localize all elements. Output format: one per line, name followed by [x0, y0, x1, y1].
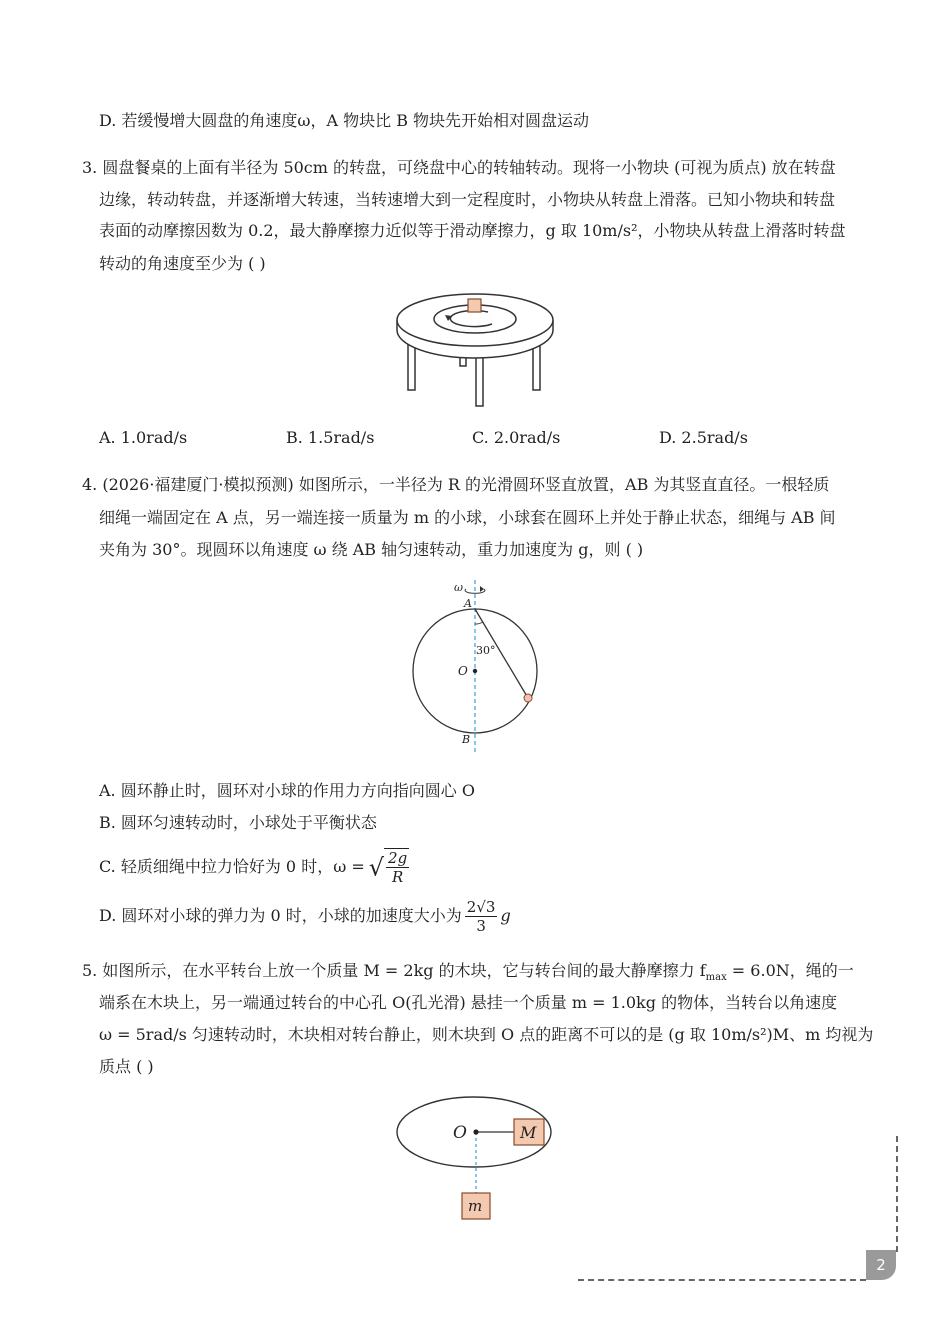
q2-option-d: D. 若缓慢增大圆盘的角速度ω，A 物块比 B 物块先开始相对圆盘运动 — [99, 111, 590, 130]
q5-stem-line-1 — [82, 961, 854, 988]
q4-stem-line-2: 细绳一端固定在 A 点，另一端连接一质量为 m 的小球，小球套在圆环上并处于静止状态，细绳与 AB 间 — [99, 508, 836, 527]
angle-label: 30° — [476, 644, 496, 657]
center-dot — [473, 669, 477, 673]
q4-option-c-text: C. 轻质细绳中拉力恰好为 0 时，ω = — [99, 857, 365, 876]
point-b-label: B — [462, 733, 471, 746]
q4-option-a: A. 圆环静止时，圆环对小球的作用力方向指向圆心 O — [99, 781, 475, 800]
q5-subscript-max: max — [705, 972, 727, 984]
q5-stem-line-1-text: 5. 如图所示，在水平转台上放一个质量 M = 2kg 的木块，它与转台间的最大静摩擦力 f — [82, 961, 706, 980]
center-o-label: O — [453, 1123, 467, 1143]
q4-option-c-numerator: 2g — [388, 849, 408, 867]
q3-stem-line-4: 转动的角速度至少为 ( ) — [99, 254, 266, 273]
q3-option-d: D. 2.5rad/s — [659, 428, 748, 447]
q5-turntable-figure — [394, 1092, 556, 1224]
q4-option-d-text: D. 圆环对小球的弹力为 0 时，小球的加速度大小为 — [99, 906, 462, 925]
sqrt-expression: √ $\frac{2g}{R}$ — [368, 849, 408, 886]
q4-option-b: B. 圆环匀速转动时，小球处于平衡状态 — [99, 813, 377, 832]
q3-table-figure — [390, 288, 560, 412]
block-M-label: M — [520, 1123, 537, 1142]
q3-stem-line-1: 3. 圆盘餐桌的上面有半径为 50cm 的转盘，可绕盘中心的转轴转动。现将一小物块 (可视为质点) 放在转盘 — [82, 158, 836, 177]
center-hole — [473, 1129, 478, 1134]
q4-option-d — [99, 895, 511, 937]
q3-option-c: C. 2.0rad/s — [472, 428, 561, 447]
q4-option-d-denominator: 3 — [476, 916, 486, 935]
q4-stem-line-1: 4. (2026·福建厦门·模拟预测) 如图所示，一半径为 R 的光滑圆环竖直放置，AB 为其竖直直径。一根轻质 — [82, 475, 830, 494]
point-a-label: A — [464, 597, 472, 610]
small-ball — [524, 694, 532, 702]
q3-stem-line-3: 表面的动摩擦因数为 0.2，最大静摩擦力近似等于滑动摩擦力，g 取 10m/s²，小物块从转盘上滑落时转盘 — [99, 221, 846, 240]
q4-option-d-numerator: 2√3 — [466, 897, 496, 916]
q4-option-d-tail: g — [500, 906, 511, 925]
q5-stem-line-3: ω = 5rad/s 匀速转动时，木块相对转台静止，则木块到 O 点的距离不可以的是 (g 取 10m/s²)M、m 均视为 — [99, 1025, 874, 1044]
mass-m-label: m — [468, 1197, 483, 1215]
page-number: 2 — [866, 1250, 896, 1280]
q5-stem-line-1-tail: = 6.0N，绳的一 — [726, 961, 854, 980]
omega-label: ω — [454, 581, 463, 594]
q3-stem-line-2: 边缘，转动转盘，并逐渐增大转速，当转速增大到一定程度时，小物块从转盘上滑落。已知小物块和转盘 — [99, 190, 836, 209]
q5-stem-line-2: 端系在木块上，另一端通过转台的中心孔 O(孔光滑) 悬挂一个质量 m = 1.0kg 的物体，当转台以角速度 — [99, 993, 838, 1012]
q4-ring-figure — [400, 576, 550, 754]
q4-option-c-denominator: R — [391, 868, 404, 886]
page-corner-dashed-vertical — [896, 1136, 898, 1252]
page-corner-dashed-horizontal — [578, 1279, 866, 1281]
small-block — [468, 299, 481, 312]
q3-option-a: A. 1.0rad/s — [99, 428, 188, 447]
center-label: O — [458, 664, 468, 678]
q3-option-b: B. 1.5rad/s — [286, 428, 375, 447]
q4-option-c — [99, 846, 409, 888]
q4-stem-line-3: 夹角为 30°。现圆环以角速度 ω 绕 AB 轴匀速转动，重力加速度为 g，则 ( ) — [99, 540, 644, 559]
q5-stem-line-4: 质点 ( ) — [99, 1057, 154, 1076]
